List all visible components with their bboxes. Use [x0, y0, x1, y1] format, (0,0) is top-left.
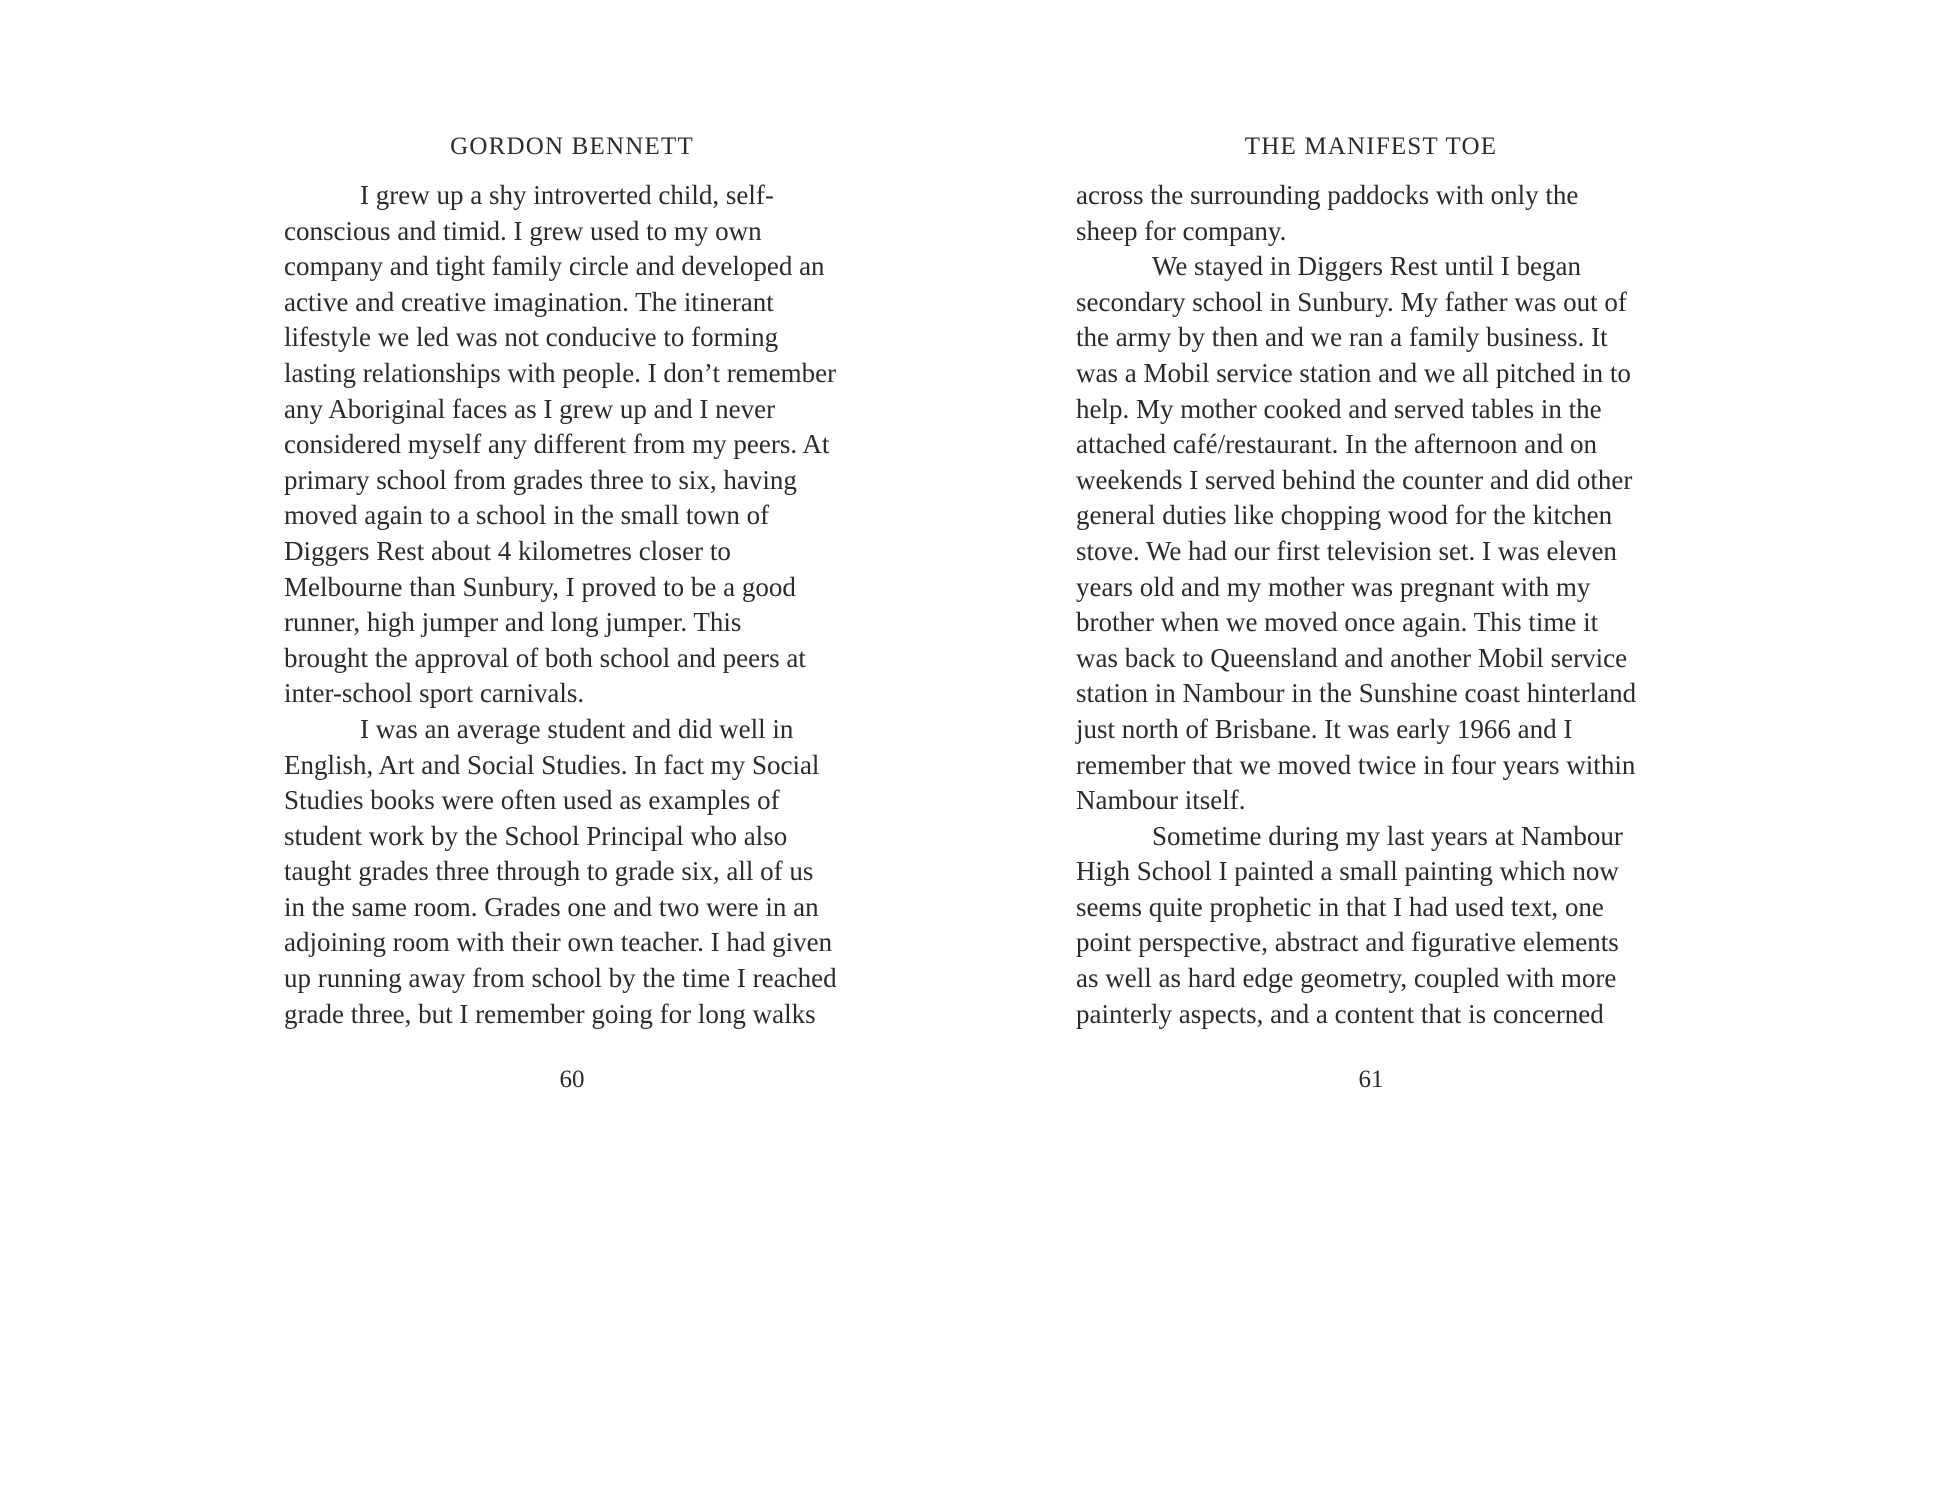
text-line: lasting relationships with people. I don’t remember: [284, 357, 837, 388]
text-line: weekends I served behind the counter and did other: [1076, 464, 1633, 495]
text-line: seems quite prophetic in that I had used text, one: [1076, 891, 1604, 922]
text-line: any Aboriginal faces as I grew up and I never: [284, 393, 776, 424]
text-line: taught grades three through to grade six, all of us: [284, 856, 814, 887]
text-line: station in Nambour in the Sunshine coast hinterland: [1076, 678, 1637, 709]
page-number-left: 60: [559, 1066, 585, 1093]
text-line: active and creative imagination. The itinerant: [284, 286, 774, 317]
text-line: High School I painted a small painting which now: [1076, 856, 1619, 887]
text-line: primary school from grades three to six, having: [284, 464, 797, 495]
text-line: was back to Queensland and another Mobil service: [1076, 642, 1628, 673]
text-line: painterly aspects, and a content that is concerned: [1076, 998, 1604, 1029]
text-line: inter-school sport carnivals.: [284, 678, 585, 709]
text-line: student work by the School Principal who also: [284, 820, 788, 851]
text-line: conscious and timid. I grew used to my own: [284, 215, 762, 246]
text-line: brought the approval of both school and peers at: [284, 642, 806, 673]
text-line: point perspective, abstract and figurative elements: [1076, 927, 1619, 958]
text-line: runner, high jumper and long jumper. This: [284, 607, 742, 638]
text-line: brother when we moved once again. This time it: [1076, 607, 1599, 638]
text-line: up running away from school by the time I reached: [284, 963, 837, 994]
paragraph-first-line: I was an average student and did well in: [360, 713, 794, 744]
text-line: attached café/restaurant. In the afternoon and on: [1076, 429, 1597, 460]
page-number-right: 61: [1358, 1066, 1384, 1093]
text-line: general duties like chopping wood for the kitchen: [1076, 500, 1613, 531]
text-line: Diggers Rest about 4 kilometres closer to: [284, 535, 731, 566]
text-line: Melbourne than Sunbury, I proved to be a good: [284, 571, 796, 602]
text-line: moved again to a school in the small town of: [284, 500, 770, 531]
paragraph-first-line: Sometime during my last years at Nambour: [1152, 820, 1623, 851]
text-line: years old and my mother was pregnant with my: [1076, 571, 1591, 602]
text-line: sheep for company.: [1076, 215, 1287, 246]
text-line: lifestyle we led was not conducive to forming: [284, 322, 779, 353]
text-line: was a Mobil service station and we all pitched in to: [1076, 357, 1631, 388]
text-line: company and tight family circle and developed an: [284, 251, 825, 282]
text-line: Studies books were often used as examples of: [284, 785, 780, 816]
text-line: just north of Brisbane. It was early 1966 and I: [1076, 713, 1573, 744]
paragraph-first-line: We stayed in Diggers Rest until I began: [1152, 251, 1581, 282]
body-text-right: [1076, 178, 1666, 1032]
text-line: in the same room. Grades one and two were in an: [284, 891, 819, 922]
text-line: considered myself any different from my peers. At: [284, 429, 830, 460]
text-line: Nambour itself.: [1076, 785, 1246, 816]
text-line: as well as hard edge geometry, coupled with more: [1076, 963, 1617, 994]
text-line: secondary school in Sunbury. My father was out of: [1076, 286, 1627, 317]
running-head-author: GORDON BENNETT: [450, 133, 694, 160]
text-line: the army by then and we ran a family business. It: [1076, 322, 1608, 353]
text-line: English, Art and Social Studies. In fact my Social: [284, 749, 820, 780]
body-text-left: [284, 178, 860, 1032]
text-line: remember that we moved twice in four years within: [1076, 749, 1636, 780]
text-line: adjoining room with their own teacher. I had given: [284, 927, 833, 958]
text-line: help. My mother cooked and served tables in the: [1076, 393, 1602, 424]
running-head-title: THE MANIFEST TOE: [1244, 133, 1498, 160]
text-line: across the surrounding paddocks with only the: [1076, 180, 1579, 210]
paragraph-first-line: I grew up a shy introverted child, self-: [360, 180, 774, 210]
text-line: grade three, but I remember going for long walks: [284, 998, 816, 1029]
text-line: stove. We had our first television set. I was eleven: [1076, 535, 1617, 566]
